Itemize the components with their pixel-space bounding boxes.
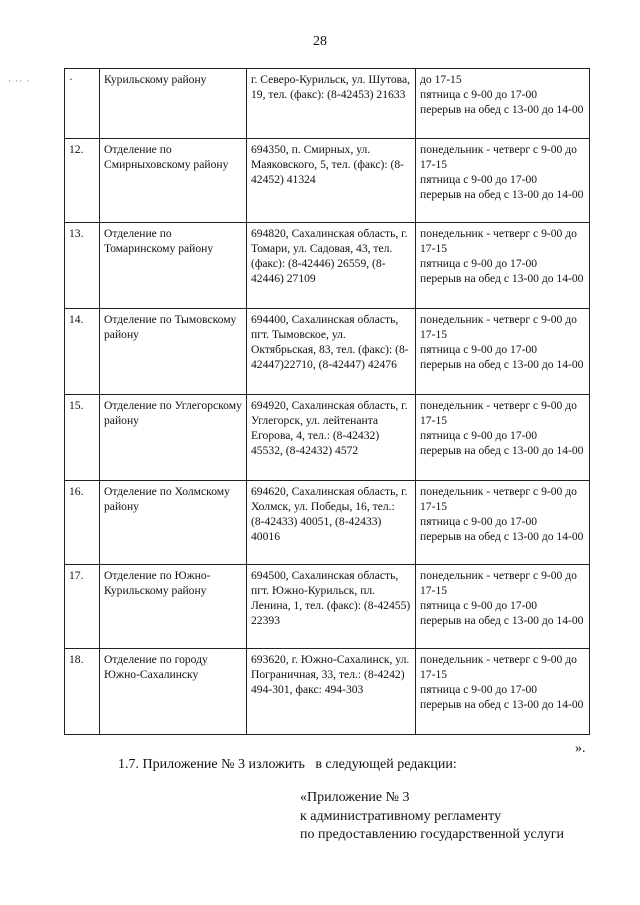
office-hours [416,649,590,735]
table-row [65,395,590,481]
hours-line: пятница с 9-00 до 17-00 [420,429,538,442]
row-number: 16. [65,481,100,565]
row-number: 18. [65,649,100,735]
hours-line: пятница с 9-00 до 17-00 [420,683,538,696]
office-address: 694620, Сахалинская область, г. Холмск, ул. Победы, 16, тел.: (8-42433) 40051, (8-42433) 40016 [247,481,416,565]
office-name: Отделение по Холмскому району [100,481,247,565]
hours-line: пятница с 9-00 до 17-00 [420,515,538,528]
office-hours [416,565,590,649]
office-name: Отделение по Тымовскому району [100,309,247,395]
table-row [65,481,590,565]
row-number: 13. [65,223,100,309]
office-address: 693620, г. Южно-Сахалинск, ул. Пограничная, 33, тел.: (8-4242) 494-301, факс: 494-303 [247,649,416,735]
hours-line: пятница с 9-00 до 17-00 [420,88,538,101]
appendix-line: по предоставлению государственной услуги [300,827,564,842]
hours-line: пятница с 9-00 до 17-00 [420,257,538,270]
hours-line: перерыв на обед с 13-00 до 14-00 [420,444,584,457]
office-address: 694920, Сахалинская область, г. Углегорск, ул. лейтенанта Егорова, 4, тел.: (8-42432) 45532, (8-42432) 4572 [247,395,416,481]
office-hours [416,139,590,223]
offices-table [64,68,590,735]
row-number: 15. [65,395,100,481]
hours-line: понедельник - четверг с 9-00 до 17-15 [420,569,577,597]
hours-line: перерыв на обед с 13-00 до 14-00 [420,272,584,285]
hours-line: до 17-15 [420,73,462,86]
closing-quote: ». [575,741,586,756]
office-address: 694350, п. Смирных, ул. Маяковского, 5, тел. (факс): (8-42452) 41324 [247,139,416,223]
hours-line: понедельник - четверг с 9-00 до 17-15 [420,313,577,341]
hours-line: пятница с 9-00 до 17-00 [420,173,538,186]
hours-line: понедельник - четверг с 9-00 до 17-15 [420,653,577,681]
office-address: 694820, Сахалинская область, г. Томари, ул. Садовая, 43, тел. (факс): (8-42446) 26559, (8-42446) 27109 [247,223,416,309]
office-name: Курильскому району [100,69,247,139]
office-name: Отделение по Томаринскому району [100,223,247,309]
table-row [65,649,590,735]
table-row [65,309,590,395]
hours-line: понедельник - четверг с 9-00 до 17-15 [420,399,577,427]
office-hours [416,481,590,565]
appendix-line: «Приложение № 3 [300,790,410,805]
table-row [65,565,590,649]
office-hours [416,223,590,309]
office-hours [416,395,590,481]
row-number: 12. [65,139,100,223]
office-hours [416,309,590,395]
office-address: г. Северо-Курильск, ул. Шутова, 19, тел. (факс): (8-42453) 21633 [247,69,416,139]
office-name: Отделение по Смирныховскому району [100,139,247,223]
margin-mark: · ·· · [8,76,31,86]
row-number: · [65,69,100,139]
table-row [65,223,590,309]
page-number: 28 [313,34,327,49]
table-row [65,69,590,139]
hours-line: понедельник - четверг с 9-00 до 17-15 [420,143,577,171]
hours-line: пятница с 9-00 до 17-00 [420,343,538,356]
office-address: 694400, Сахалинская область, пгт. Тымовское, ул. Октябрьская, 83, тел. (факс): (8-42447)22710, (8-42447) 42476 [247,309,416,395]
office-name: Отделение по Углегорскому району [100,395,247,481]
office-hours [416,69,590,139]
hours-line: понедельник - четверг с 9-00 до 17-15 [420,485,577,513]
hours-line: понедельник - четверг с 9-00 до 17-15 [420,227,577,255]
office-address: 694500, Сахалинская область, пгт. Южно-Курильск, пл. Ленина, 1, тел. (факс): (8-42455) 22393 [247,565,416,649]
amendment-text: 1.7. Приложение № 3 изложить в следующей редакции: [118,757,457,772]
hours-line: перерыв на обед с 13-00 до 14-00 [420,698,584,711]
hours-line: перерыв на обед с 13-00 до 14-00 [420,358,584,371]
table-row [65,139,590,223]
row-number: 14. [65,309,100,395]
hours-line: перерыв на обед с 13-00 до 14-00 [420,614,584,627]
hours-line: перерыв на обед с 13-00 до 14-00 [420,103,584,116]
appendix-line: к административному регламенту [300,808,502,824]
appendix-heading [300,789,564,845]
office-name: Отделение по городу Южно-Сахалинску [100,649,247,735]
hours-line: пятница с 9-00 до 17-00 [420,599,538,612]
hours-line: перерыв на обед с 13-00 до 14-00 [420,188,584,201]
office-name: Отделение по Южно-Курильскому району [100,565,247,649]
row-number: 17. [65,565,100,649]
hours-line: перерыв на обед с 13-00 до 14-00 [420,530,584,543]
